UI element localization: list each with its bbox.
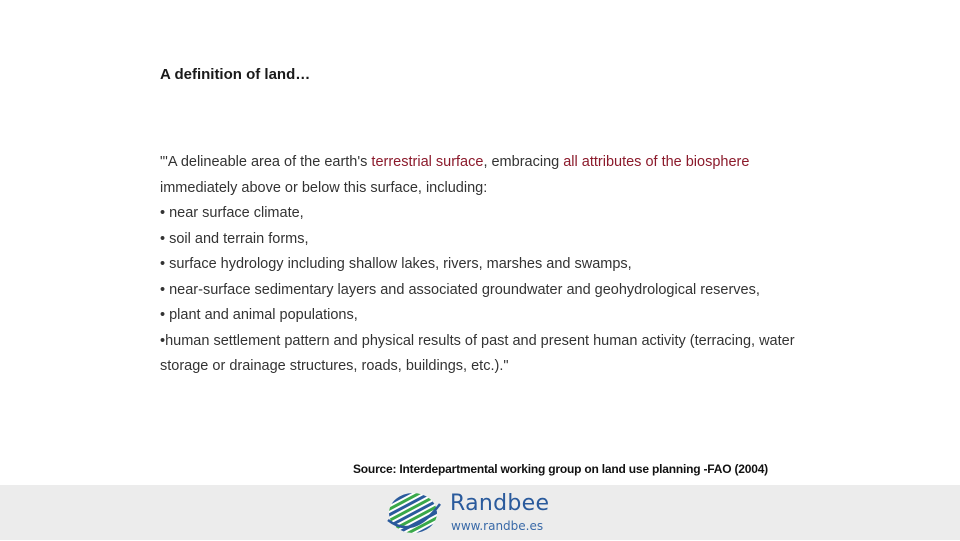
- intro-highlight-1: terrestrial surface: [371, 154, 484, 170]
- definition-block: [160, 150, 800, 380]
- bullet-item: • near surface climate,: [160, 205, 304, 221]
- bullet-item: •human settlement pattern and physical results of past and present human activity (terracing, water storage or drainage structures, roads, buildings, etc.).": [160, 332, 795, 374]
- bullet-item: • plant and animal populations,: [160, 307, 358, 323]
- bullet-item: • surface hydrology including shallow lakes, rivers, marshes and swamps,: [160, 256, 632, 272]
- intro-text-3: immediately above or below this surface, including:: [160, 179, 488, 196]
- bullet-item: • soil and terrain forms,: [160, 230, 309, 247]
- intro-text-1: "'A delineable area of the earth's: [160, 154, 372, 170]
- intro-text-2: , embracing: [483, 154, 564, 170]
- brand-name: Randbee: [450, 491, 550, 516]
- brand-url[interactable]: www.randbe.es: [451, 519, 544, 533]
- intro-highlight-2: all attributes of the biosphere: [563, 154, 750, 170]
- bullet-item: • near-surface sedimentary layers and associated groundwater and geohydrological reserves,: [160, 281, 760, 298]
- globe-stripes-icon: [382, 490, 444, 541]
- source-citation: Source: Interdepartmental working group on land use planning -FAO (2004): [353, 462, 768, 476]
- definition-intro: [160, 150, 800, 201]
- slide-title: A definition of land…: [160, 66, 311, 83]
